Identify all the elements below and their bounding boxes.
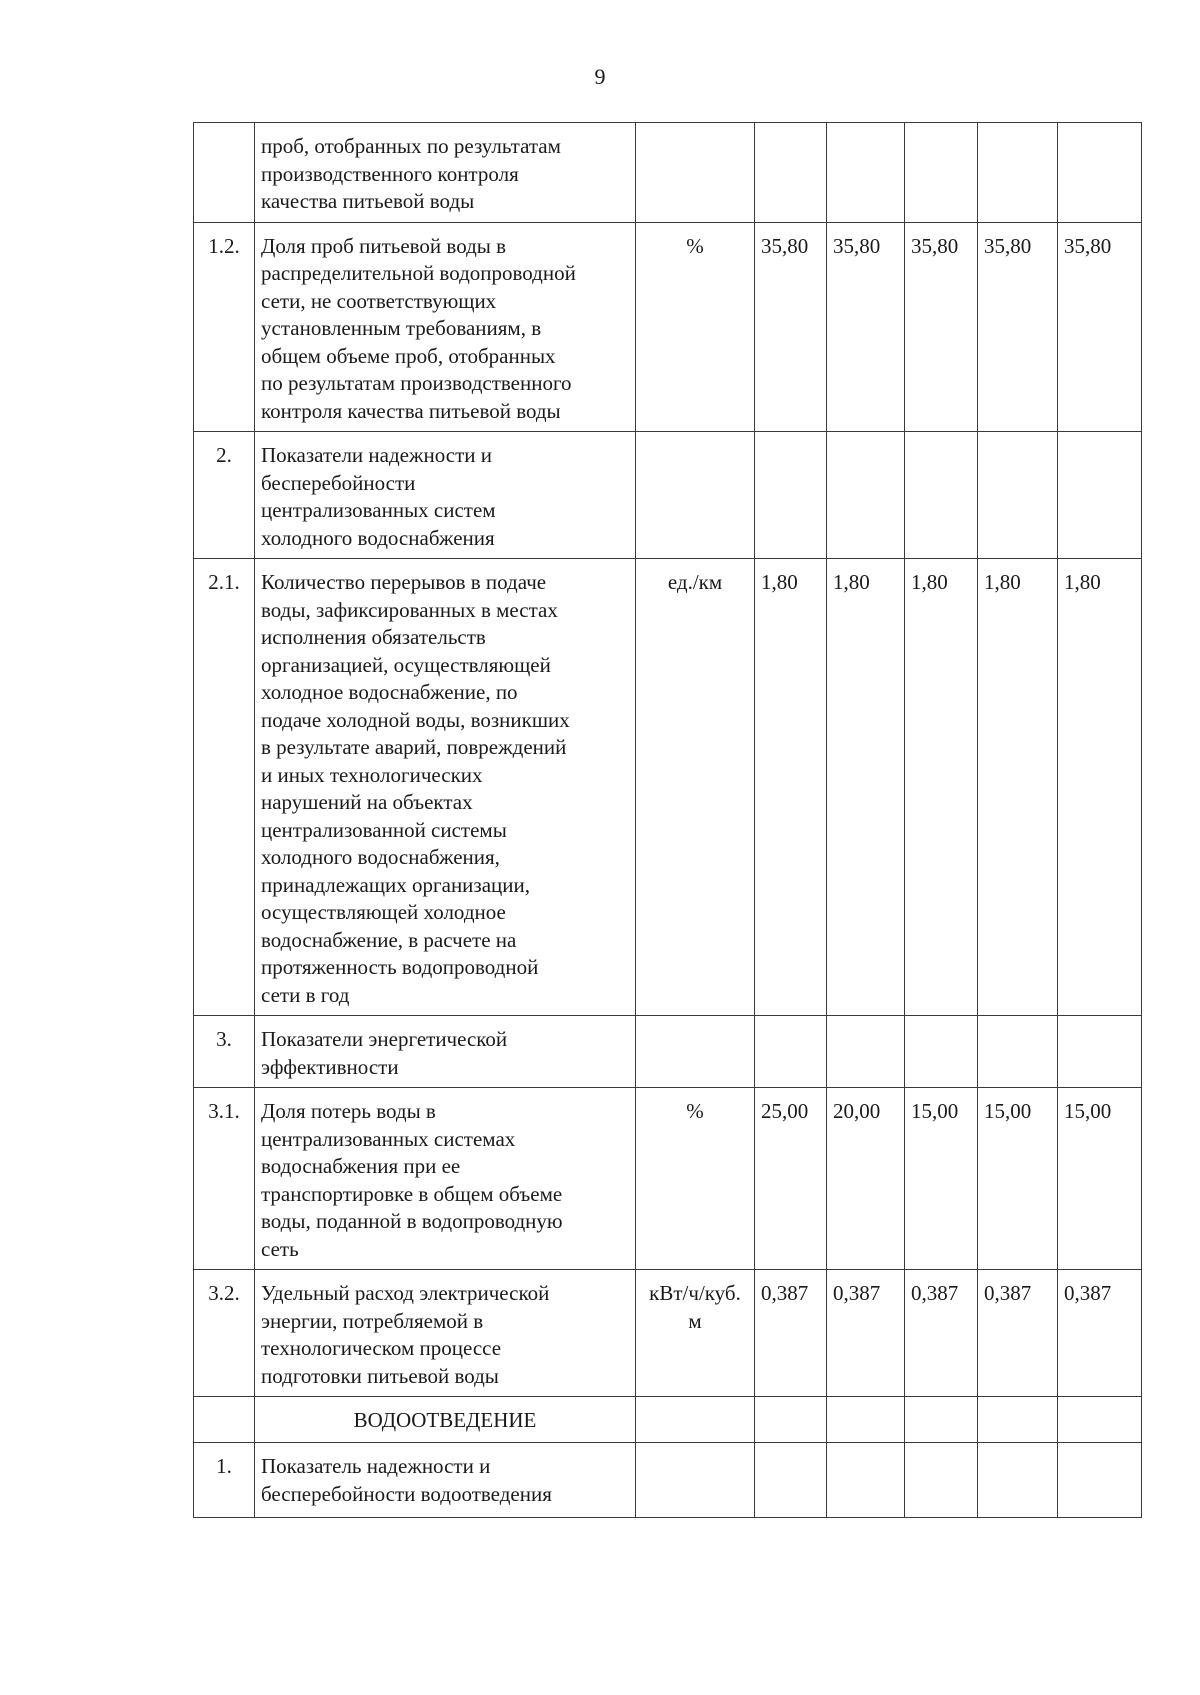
value-cell xyxy=(755,123,827,223)
indicator-name xyxy=(255,432,636,559)
row-number xyxy=(194,123,255,223)
value-cell: 0,387 xyxy=(827,1270,905,1397)
indicator-name xyxy=(255,123,636,223)
row-number: 2. xyxy=(194,432,255,559)
table-row xyxy=(194,1016,1142,1088)
page-number: 9 xyxy=(594,64,606,89)
section-title xyxy=(255,1397,636,1443)
value-cell xyxy=(827,1397,905,1443)
unit-cell xyxy=(636,1397,755,1443)
row-number xyxy=(194,1397,255,1443)
value-cell xyxy=(755,1443,827,1518)
value-cell: 35,80 xyxy=(755,222,827,432)
indicator-name-text: Показатель надежности и бесперебойности водоотведения xyxy=(261,1454,552,1506)
indicator-name-text: Удельный расход электрической энергии, потребляемой в технологическом процессе подготовки питьевой воды xyxy=(261,1281,550,1388)
value-cell xyxy=(978,1016,1058,1088)
row-number: 1.2. xyxy=(194,222,255,432)
value-cell: 0,387 xyxy=(1058,1270,1142,1397)
table-row xyxy=(194,1443,1142,1518)
value-cell: 35,80 xyxy=(827,222,905,432)
value-cell xyxy=(1058,123,1142,223)
unit-cell xyxy=(636,123,755,223)
value-cell: 15,00 xyxy=(905,1088,978,1270)
indicator-name-text: Количество перерывов в подаче воды, зафиксированных в местах исполнения обязательств организацией, осуществляющей холодное водоснабжение, по подаче холодной воды, возникших в результате аварий, повреждений и иных технологических нарушений на объектах централизованной системы холодного водоснабжения, принадлежащих организации, осуществляющей холодное водоснабжение, в расчете на протяженность водопроводной сети в год xyxy=(261,570,570,1007)
value-cell xyxy=(1058,1016,1142,1088)
unit-cell xyxy=(636,1016,755,1088)
value-cell xyxy=(978,123,1058,223)
value-cell: 1,80 xyxy=(905,559,978,1016)
value-cell xyxy=(905,1443,978,1518)
indicator-name-text: Доля потерь воды в централизованных системах водоснабжения при ее транспортировке в общем объеме воды, поданной в водопроводную сеть xyxy=(261,1099,563,1261)
row-number: 3.1. xyxy=(194,1088,255,1270)
section-row xyxy=(194,1397,1142,1443)
value-cell: 0,387 xyxy=(755,1270,827,1397)
value-cell: 15,00 xyxy=(1058,1088,1142,1270)
unit-cell xyxy=(636,1270,755,1397)
table-row xyxy=(194,432,1142,559)
unit-text: кВт/ч/куб. м xyxy=(649,1281,741,1333)
value-cell xyxy=(827,1016,905,1088)
indicator-name-text: проб, отобранных по результатам производственного контроля качества питьевой воды xyxy=(261,134,561,213)
value-cell xyxy=(755,1397,827,1443)
indicator-name-text: Показатели надежности и бесперебойности централизованных систем холодного водоснабжения xyxy=(261,443,496,550)
unit-text: % xyxy=(686,233,704,258)
unit-cell xyxy=(636,432,755,559)
table-row xyxy=(194,123,1142,223)
value-cell: 25,00 xyxy=(755,1088,827,1270)
value-cell xyxy=(827,1443,905,1518)
value-cell xyxy=(978,1443,1058,1518)
value-cell xyxy=(1058,1397,1142,1443)
indicator-name xyxy=(255,1016,636,1088)
table-row xyxy=(194,1088,1142,1270)
row-number: 3.2. xyxy=(194,1270,255,1397)
row-number: 2.1. xyxy=(194,559,255,1016)
value-cell xyxy=(905,123,978,223)
value-cell xyxy=(1058,432,1142,559)
value-cell: 1,80 xyxy=(978,559,1058,1016)
indicator-name-text: Доля проб питьевой воды в распределительной водопроводной сети, не соответствующих установленным требованиям, в общем объеме проб, отобранных по результатам производственного контроля качества питьевой воды xyxy=(261,233,576,423)
unit-text: ед./км xyxy=(667,570,723,594)
value-cell: 1,80 xyxy=(827,559,905,1016)
value-cell xyxy=(978,1397,1058,1443)
value-cell xyxy=(755,432,827,559)
value-cell xyxy=(905,432,978,559)
indicator-name xyxy=(255,1270,636,1397)
row-number: 1. xyxy=(194,1443,255,1518)
indicator-name xyxy=(255,1443,636,1518)
value-cell: 35,80 xyxy=(905,222,978,432)
indicator-name-text: Показатели энергетической эффективности xyxy=(261,1027,508,1079)
value-cell xyxy=(905,1016,978,1088)
indicator-name xyxy=(255,559,636,1016)
value-cell xyxy=(755,1016,827,1088)
indicator-name xyxy=(255,222,636,432)
row-number: 3. xyxy=(194,1016,255,1088)
value-cell: 0,387 xyxy=(978,1270,1058,1397)
table-row xyxy=(194,559,1142,1016)
unit-cell xyxy=(636,1443,755,1518)
unit-text: % xyxy=(686,1099,704,1123)
value-cell: 15,00 xyxy=(978,1088,1058,1270)
table-row xyxy=(194,1270,1142,1397)
unit-cell xyxy=(636,1088,755,1270)
value-cell xyxy=(827,432,905,559)
indicators-table xyxy=(193,122,1142,1518)
table-row xyxy=(194,222,1142,432)
value-cell: 20,00 xyxy=(827,1088,905,1270)
value-cell xyxy=(905,1397,978,1443)
table-body xyxy=(194,123,1142,1518)
unit-cell xyxy=(636,559,755,1016)
value-cell: 35,80 xyxy=(1058,222,1142,432)
indicator-name xyxy=(255,1088,636,1270)
value-cell xyxy=(1058,1443,1142,1518)
value-cell: 0,387 xyxy=(905,1270,978,1397)
value-cell xyxy=(827,123,905,223)
value-cell xyxy=(978,432,1058,559)
unit-cell xyxy=(636,222,755,432)
value-cell: 1,80 xyxy=(1058,559,1142,1016)
value-cell: 1,80 xyxy=(755,559,827,1016)
value-cell: 35,80 xyxy=(978,222,1058,432)
indicator-name-text: ВОДООТВЕДЕНИЕ xyxy=(353,1408,537,1432)
